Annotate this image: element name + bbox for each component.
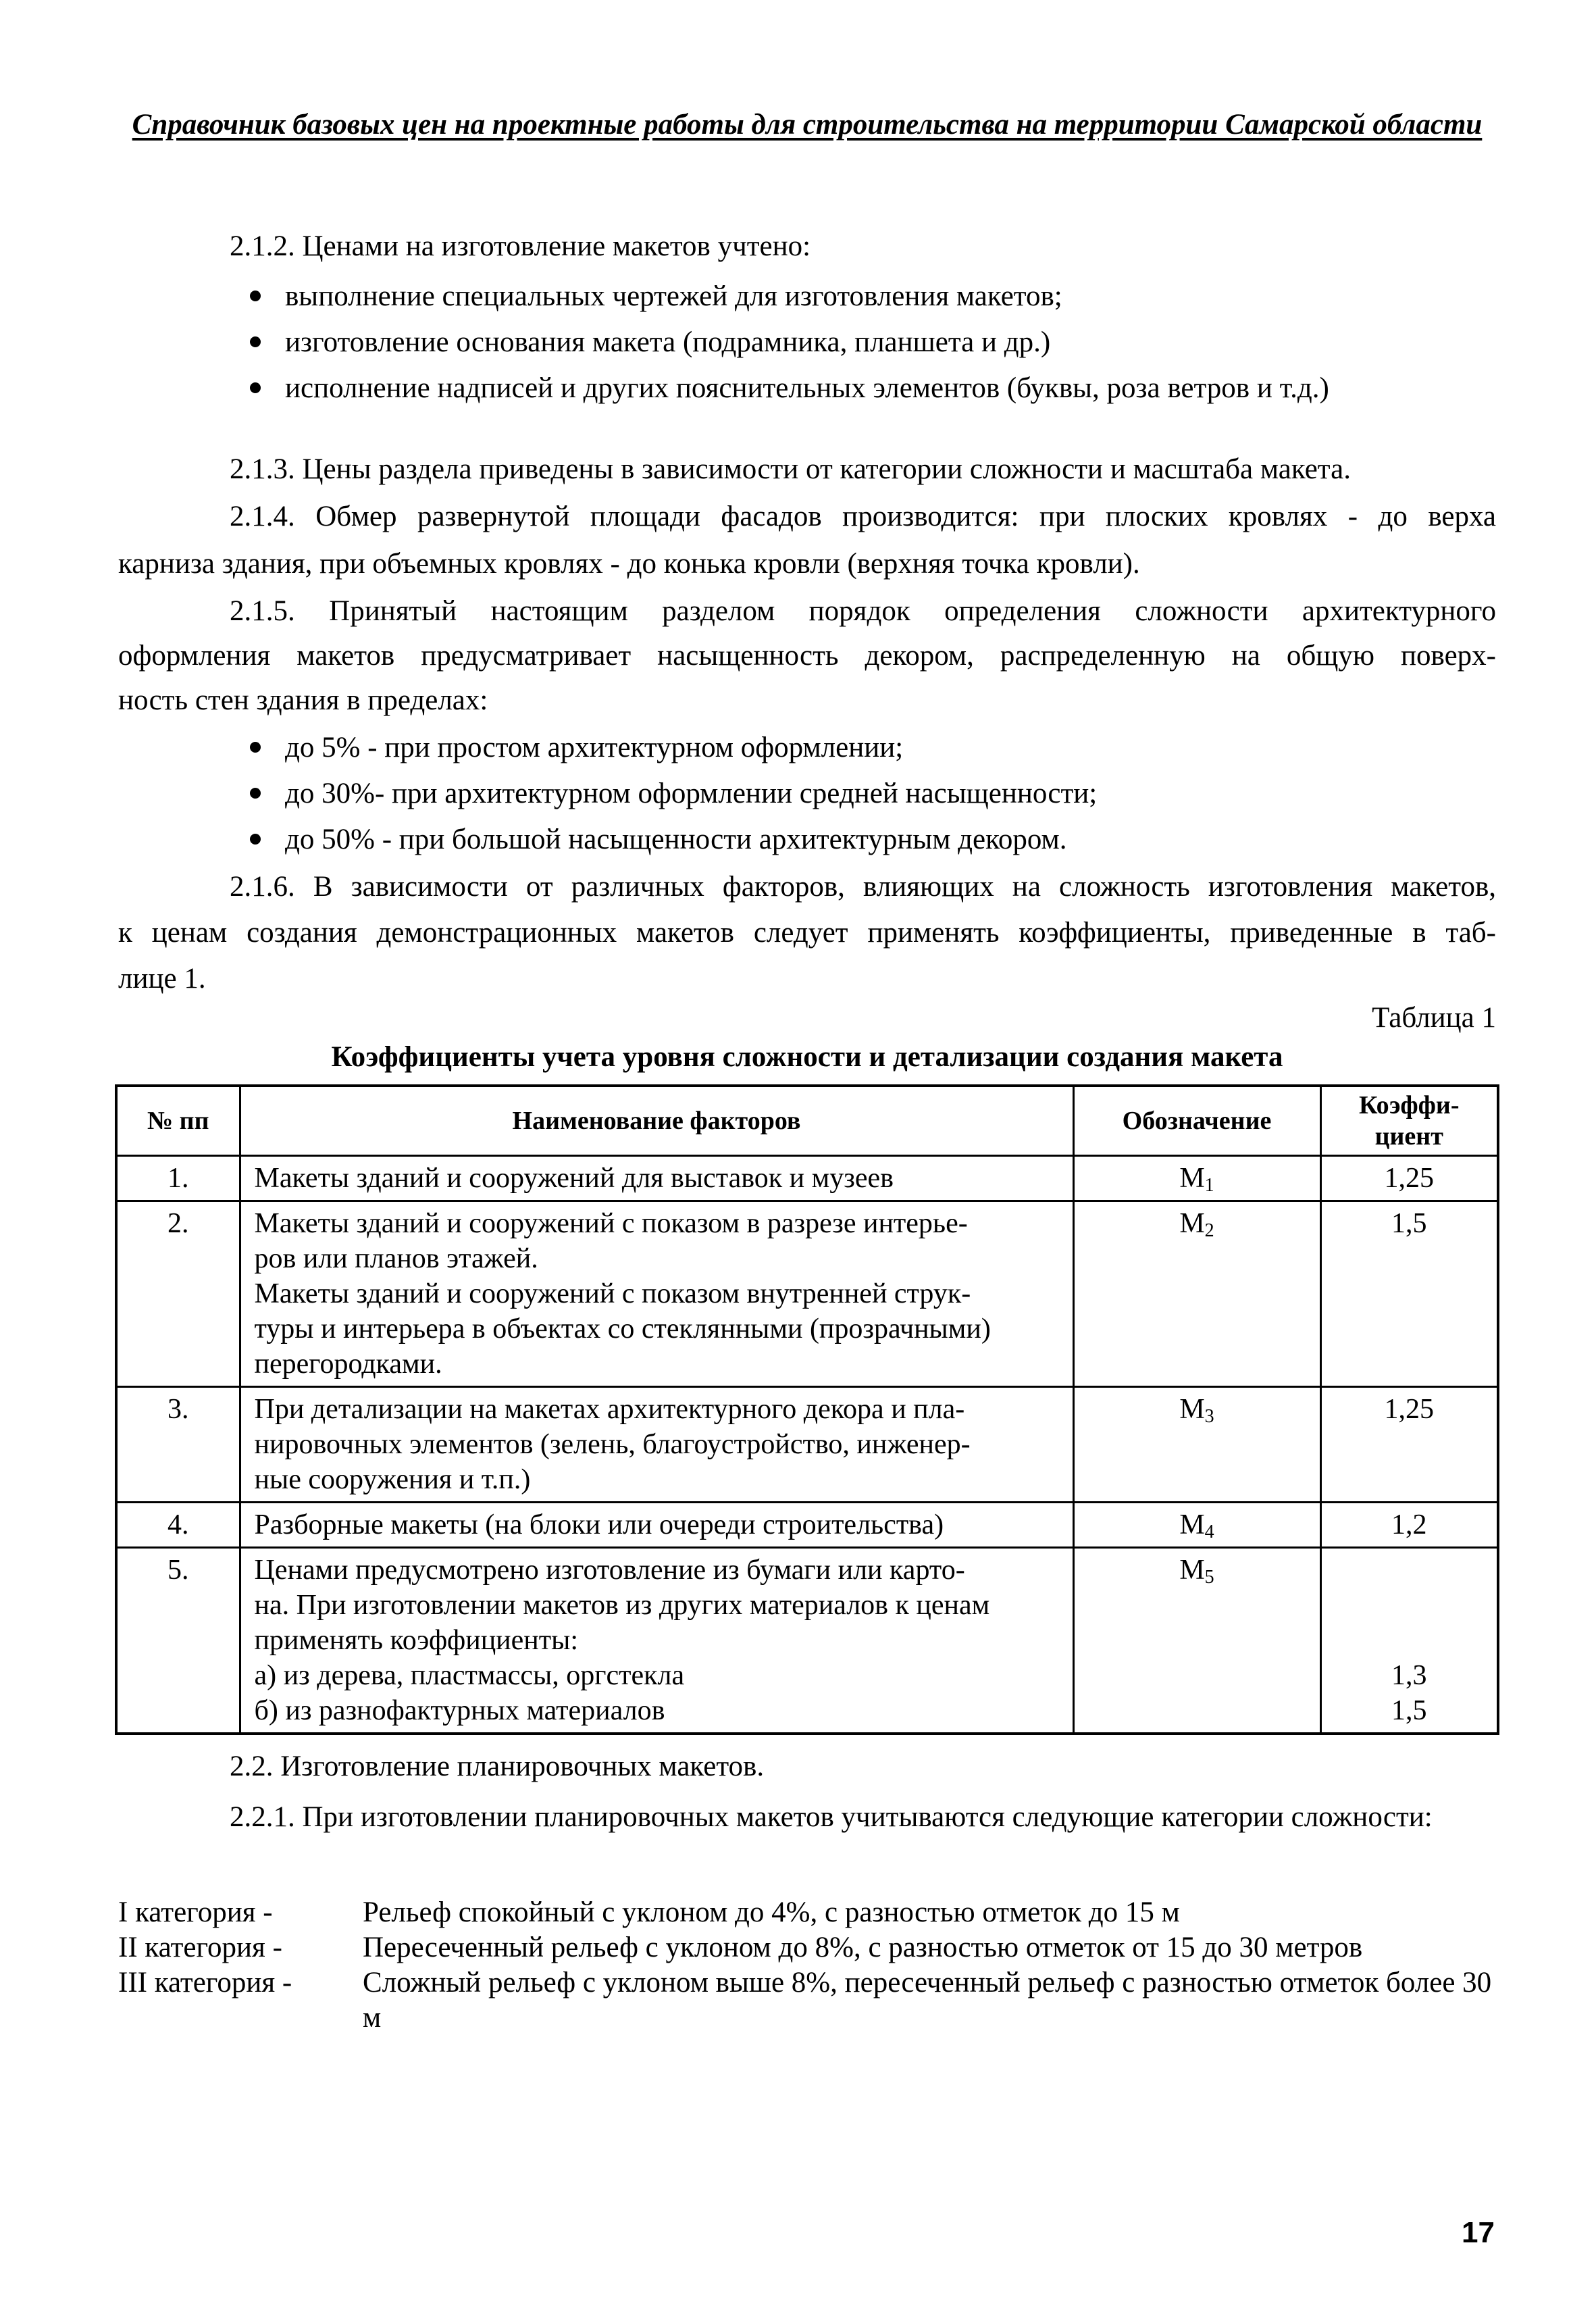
- row-name-line: применять коэффициенты:: [254, 1625, 579, 1656]
- bullet-icon: [250, 742, 261, 753]
- row-name-line: туры и интерьера в объектах со стеклянными (прозрачными): [254, 1313, 991, 1344]
- bullet-icon: [250, 382, 261, 393]
- bullet-text: до 5% - при простом архитектурном оформлении;: [285, 732, 904, 763]
- paragraph-2-2-1: 2.2.1. При изготовлении планировочных макетов учитываются следующие категории сложности:: [230, 1801, 1433, 1833]
- row-coefficient: [1320, 1548, 1498, 1734]
- coefficients-table: [115, 1084, 1499, 1735]
- row-designation: $М_4$: [1073, 1503, 1320, 1548]
- header-designation: Обозначение: [1073, 1086, 1320, 1156]
- table-header-row: [116, 1086, 1498, 1156]
- row-coefficient: 1,25: [1320, 1156, 1498, 1201]
- row-name-line: Макеты зданий и сооружений с показом внутренней струк-: [254, 1278, 971, 1309]
- row-designation: $М_1$: [1073, 1156, 1320, 1201]
- bullet-item: [250, 319, 1050, 366]
- category-row: [118, 1895, 1497, 1930]
- paragraph-2-1-4-line1: 2.1.4. Обмер развернутой площади фасадов производится: при плоских кровлях - до верха: [230, 501, 1496, 532]
- table-row: [116, 1548, 1498, 1734]
- row-name-line: Макеты зданий и сооружений с показом в разрезе интерье-: [254, 1208, 968, 1239]
- bullet-item: [250, 816, 1067, 863]
- paragraph-2-1-4-line2: карниза здания, при объемных кровлях - до конька кровли (верхняя точка кровли).: [118, 548, 1140, 580]
- row-num: 1.: [116, 1156, 240, 1201]
- row-num: 4.: [116, 1503, 240, 1548]
- row-num: 2.: [116, 1201, 240, 1387]
- row-coefficient-a: 1,3: [1391, 1660, 1427, 1691]
- row-name-line: б) из разнофактурных материалов: [254, 1695, 665, 1726]
- paragraph-2-1-5-line1: 2.1.5. Принятый настоящим разделом порядок определения сложности архитектурного: [230, 595, 1496, 627]
- row-name-line: Макеты зданий и сооружений для выставок и музеев: [254, 1163, 894, 1194]
- paragraph-2-1-6-line2: к ценам создания демонстрационных макетов следует применять коэффициенты, приведенные в таб-: [118, 917, 1496, 949]
- row-num: 3.: [116, 1387, 240, 1503]
- header-coefficient: Коэффи-циент: [1320, 1086, 1498, 1156]
- bullet-item: [250, 273, 1062, 320]
- row-designation: $М_3$: [1073, 1387, 1320, 1503]
- page-number: 17: [1462, 2216, 1495, 2249]
- row-name-line: перегородками.: [254, 1349, 442, 1380]
- paragraph-2-1-5-line2: оформления макетов предусматривает насыщенность декором, распределенную на общую поверх-: [118, 640, 1496, 672]
- category-row: [118, 1965, 1497, 2036]
- bullet-text: исполнение надписей и других пояснительных элементов (буквы, роза ветров и т.д.): [285, 372, 1329, 404]
- row-coefficient: 1,25: [1320, 1387, 1498, 1503]
- bullet-text: до 30%- при архитектурном оформлении средней насыщенности;: [285, 778, 1098, 809]
- categories-list: [118, 1895, 1497, 2036]
- row-name-line: а) из дерева, пластмассы, оргстекла: [254, 1660, 685, 1691]
- row-coefficient: 1,5: [1320, 1201, 1498, 1387]
- row-designation: $М_5$: [1073, 1548, 1320, 1734]
- table-row: [116, 1387, 1498, 1503]
- header-num: № пп: [116, 1086, 240, 1156]
- row-name: [240, 1387, 1073, 1503]
- row-name-line: Разборные макеты (на блоки или очереди строительства): [254, 1509, 944, 1540]
- paragraph-2-1-2: 2.1.2. Ценами на изготовление макетов учтено:: [230, 230, 811, 262]
- row-name: [240, 1156, 1073, 1201]
- bullet-item: [250, 724, 903, 772]
- table-row: [116, 1201, 1498, 1387]
- running-header: Справочник базовых цен на проектные работы для строительства на территории Самарской области: [132, 109, 1483, 141]
- row-coefficient: 1,2: [1320, 1503, 1498, 1548]
- header-name: Наименование факторов: [240, 1086, 1073, 1156]
- row-name-line: на. При изготовлении макетов из других материалов к ценам: [254, 1590, 990, 1621]
- paragraph-2-2: 2.2. Изготовление планировочных макетов.: [230, 1751, 765, 1782]
- category-label: II категория -: [118, 1932, 282, 1963]
- category-label: III категория -: [118, 1967, 292, 1998]
- row-name: [240, 1201, 1073, 1387]
- category-text: Рельеф спокойный с уклоном до 4%, с разностью отметок до 15 м: [363, 1896, 1180, 1928]
- table-title: Коэффициенты учета уровня сложности и детализации создания макета: [331, 1041, 1283, 1073]
- paragraph-2-1-6-line1: 2.1.6. В зависимости от различных факторов, влияющих на сложность изготовления макетов,: [230, 871, 1496, 903]
- row-designation: $М_2$: [1073, 1201, 1320, 1387]
- table-row: [116, 1156, 1498, 1201]
- bullet-item: [250, 770, 1097, 818]
- bullet-icon: [250, 834, 261, 845]
- bullet-icon: [250, 336, 261, 347]
- category-text: Пересеченный рельеф с уклоном до 8%, с разностью отметок от 15 до 30 метров: [363, 1932, 1363, 1963]
- row-coefficient-b: 1,5: [1391, 1695, 1427, 1726]
- category-text: Сложный рельеф с уклоном выше 8%, пересеченный рельеф с разностью отметок более 30 м: [363, 1967, 1492, 2034]
- row-name-line: При детализации на макетах архитектурного декора и пла-: [254, 1394, 965, 1425]
- paragraph-2-1-5-line3: ность стен здания в пределах:: [118, 684, 488, 716]
- bullet-item: [250, 365, 1329, 412]
- row-name: [240, 1503, 1073, 1548]
- row-name-line: ров или планов этажей.: [254, 1243, 538, 1274]
- bullet-text: выполнение специальных чертежей для изготовления макетов;: [285, 280, 1062, 312]
- category-row: [118, 1930, 1497, 1965]
- bullet-text: до 50% - при большой насыщенности архитектурным декором.: [285, 824, 1067, 855]
- row-name: [240, 1548, 1073, 1734]
- row-name-line: Ценами предусмотрено изготовление из бумаги или карто-: [254, 1555, 965, 1586]
- paragraph-2-1-6-line3: лице 1.: [118, 963, 206, 995]
- category-label: I категория -: [118, 1896, 273, 1928]
- bullet-icon: [250, 291, 261, 301]
- paragraph-2-1-3: 2.1.3. Цены раздела приведены в зависимости от категории сложности и масштаба макета.: [230, 453, 1351, 485]
- row-name-line: нировочных элементов (зелень, благоустройство, инженер-: [254, 1429, 971, 1460]
- table-row: [116, 1503, 1498, 1548]
- row-name-line: ные сооружения и т.п.): [254, 1464, 531, 1495]
- bullet-text: изготовление основания макета (подрамника, планшета и др.): [285, 326, 1051, 358]
- row-num: 5.: [116, 1548, 240, 1734]
- bullet-icon: [250, 788, 261, 799]
- table-caption: Таблица 1: [1372, 1002, 1496, 1034]
